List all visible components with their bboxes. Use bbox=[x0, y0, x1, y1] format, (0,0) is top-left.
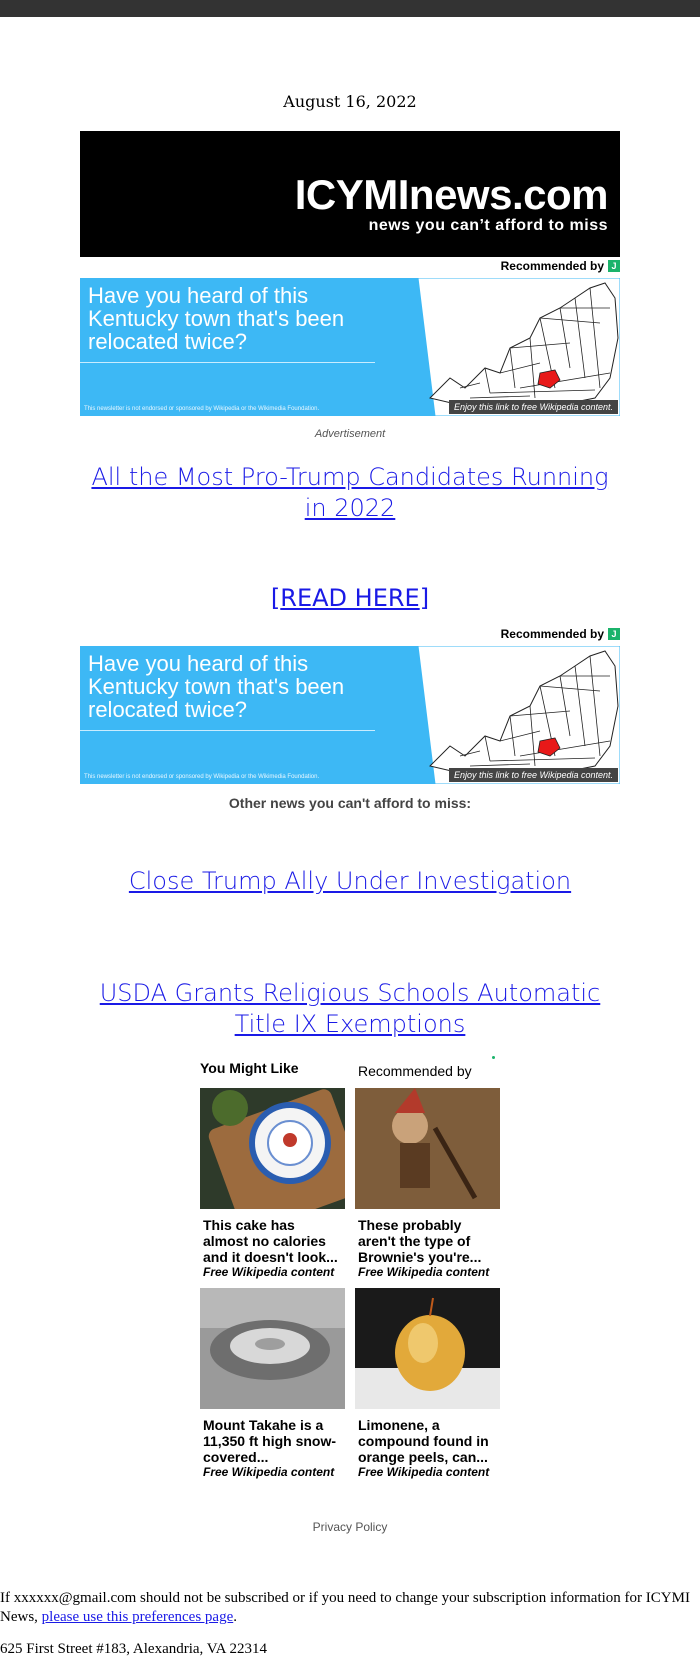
ad-headline-2: Have you heard of this Kentucky town that's been relocated twice? bbox=[88, 651, 345, 722]
cake-plate-thumbnail bbox=[200, 1088, 345, 1209]
recommended-by-text-2: Recommended by bbox=[500, 627, 604, 641]
card-source: Free Wikipedia content bbox=[358, 1265, 490, 1279]
ad-divider bbox=[80, 362, 375, 363]
card-title: Limonene, a compound found in orange peels, can... bbox=[358, 1417, 489, 1465]
kentucky-ad[interactable] bbox=[80, 278, 620, 416]
card-source: Free Wikipedia content bbox=[358, 1465, 490, 1479]
limonene-thumbnail bbox=[355, 1288, 500, 1409]
mount-takahe-thumbnail bbox=[200, 1288, 345, 1409]
read-here bbox=[0, 584, 700, 612]
mailing-address: 625 First Street #183, Alexandria, VA 22314 bbox=[0, 1641, 267, 1657]
other-headline-link-1[interactable]: Close Trump Ally Under Investigation bbox=[128, 867, 572, 895]
main-headline-link[interactable]: All the Most Pro-Trump Candidates Running in 2022 bbox=[91, 463, 609, 522]
ad-divider-2 bbox=[80, 730, 375, 731]
ad-enjoy-caption: Enjoy this link to free Wikipedia content. bbox=[449, 400, 618, 414]
brownie-illustration-thumbnail bbox=[355, 1088, 500, 1209]
ad-fine-print: This newsletter is not endorsed or sponsored by Wikipedia or the Wikimedia Foundation. bbox=[84, 406, 320, 412]
other-headline-1 bbox=[80, 866, 620, 897]
recommended-by-label bbox=[501, 259, 620, 273]
card-source: Free Wikipedia content bbox=[203, 1465, 335, 1479]
jeeng-icon: J bbox=[608, 628, 620, 640]
recommendation-card[interactable] bbox=[355, 1088, 500, 1279]
other-headline-link-2[interactable]: USDA Grants Religious Schools Automatic Title IX Exemptions bbox=[99, 979, 601, 1038]
recommended-by-label-2 bbox=[501, 627, 620, 641]
ad-headline: Have you heard of this Kentucky town that's been relocated twice? bbox=[88, 283, 345, 354]
kentucky-ad-2[interactable] bbox=[80, 646, 620, 784]
subscription-footer bbox=[0, 1589, 700, 1627]
jeeng-dot-icon bbox=[492, 1056, 495, 1059]
recommendation-card[interactable] bbox=[200, 1088, 345, 1279]
read-here-close-bracket: ] bbox=[419, 584, 430, 612]
kentucky-map-image bbox=[390, 278, 620, 416]
advertisement-label: Advertisement bbox=[314, 428, 386, 440]
ad-enjoy-caption-2: Enjoy this link to free Wikipedia content. bbox=[449, 768, 618, 782]
ad-fine-print-2: This newsletter is not endorsed or sponsored by Wikipedia or the Wikimedia Foundation. bbox=[84, 774, 320, 780]
newsletter-date: August 16, 2022 bbox=[283, 92, 417, 111]
footer-text: If xxxxxx@gmail.com should not be subscribed or if you need to change your subscription information for ICYMI News, bbox=[0, 1590, 690, 1625]
card-title: This cake has almost no calories and it doesn't look... bbox=[203, 1217, 338, 1265]
you-might-like-recommended-by: Recommended by bbox=[358, 1063, 472, 1079]
top-bar bbox=[0, 0, 700, 17]
preferences-page-link[interactable]: please use this preferences page bbox=[41, 1609, 234, 1625]
card-source: Free Wikipedia content bbox=[203, 1265, 335, 1279]
main-headline bbox=[80, 462, 620, 524]
kentucky-map-image-2 bbox=[390, 646, 620, 784]
read-here-open-bracket: [ bbox=[270, 584, 281, 612]
privacy-policy-link[interactable]: Privacy Policy bbox=[312, 1520, 388, 1534]
footer-period: . bbox=[233, 1609, 237, 1625]
read-here-link[interactable]: READ HERE bbox=[280, 584, 420, 612]
icymi-banner[interactable] bbox=[80, 131, 620, 257]
you-might-like-widget bbox=[200, 1060, 500, 1480]
brand-logo-text: ICYMInews.com bbox=[294, 171, 608, 218]
jeeng-icon: J bbox=[608, 260, 620, 272]
you-might-like-title: You Might Like bbox=[200, 1060, 299, 1076]
card-title: These probably aren't the type of Brownie's you're... bbox=[358, 1217, 482, 1265]
other-headline-2 bbox=[80, 978, 620, 1040]
card-title: Mount Takahe is a 11,350 ft high snow-covered... bbox=[203, 1417, 337, 1465]
other-news-label: Other news you can't afford to miss: bbox=[228, 795, 472, 811]
recommended-by-text: Recommended by bbox=[500, 259, 604, 273]
recommendation-card[interactable] bbox=[355, 1288, 500, 1479]
brand-tagline: news you can’t afford to miss bbox=[368, 217, 608, 234]
recommendation-card[interactable] bbox=[200, 1288, 345, 1479]
